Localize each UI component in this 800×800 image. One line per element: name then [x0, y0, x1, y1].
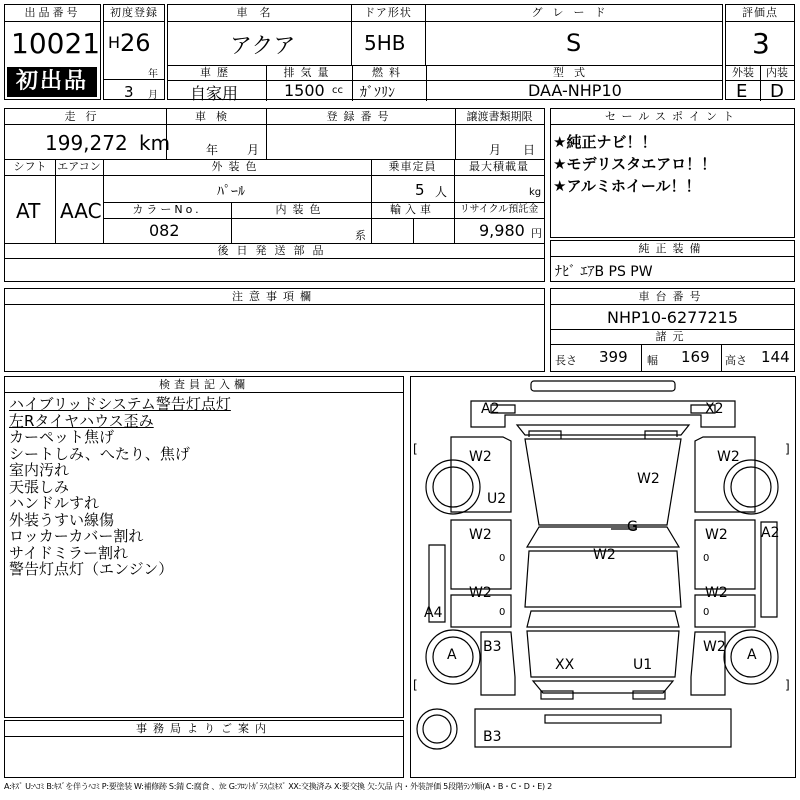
- mark-front-left-bumper: A2: [481, 401, 500, 417]
- mark-left-rocker: A4: [424, 605, 443, 621]
- inspector-label: 検査員記入欄: [159, 378, 249, 391]
- inspector-item: シートしみ、へたり、焦げ: [9, 444, 190, 463]
- mark-right-front-door-zero: 0: [703, 553, 710, 564]
- height: 144: [761, 348, 790, 366]
- notes-label: 注意事項欄: [232, 290, 317, 303]
- history: 自家用: [190, 84, 239, 103]
- first-registration-label: 初度登録: [110, 6, 158, 19]
- inspector-item: ロッカーカバー割れ: [9, 527, 144, 545]
- mark-trunk-right: U1: [633, 657, 653, 673]
- mark-right-front-door-mark: W2: [705, 527, 728, 543]
- inspector-item: 天張しみ: [9, 477, 70, 496]
- mark-right-front-door: A2: [761, 525, 780, 541]
- capacity-unit: 人: [435, 185, 448, 199]
- recycle: 9,980: [479, 221, 525, 240]
- transfer-day-char: 日: [523, 143, 536, 157]
- length-label: 長さ: [555, 354, 577, 367]
- vehicle-main-box: [167, 4, 723, 103]
- mark-right-rear-door: W2: [705, 585, 728, 601]
- door-label: ドア形状: [364, 6, 412, 19]
- car-name: アクア: [230, 34, 296, 59]
- displacement-unit: cc: [332, 85, 343, 96]
- car-name-label: 車名: [236, 6, 283, 19]
- mark-front-right-bumper: X2: [705, 401, 724, 417]
- exterior-label: 外装: [732, 66, 754, 79]
- interior-score: D: [770, 81, 784, 102]
- sales-points-label: セールスポイント: [604, 110, 740, 123]
- fuel: ｶﾞｿﾘﾝ: [360, 85, 395, 101]
- inspection-label: 車検: [195, 110, 237, 123]
- inspector-item: 室内汚れ: [9, 461, 70, 479]
- transfer-month-unit: 月: [489, 143, 502, 157]
- displacement: 1500: [284, 81, 325, 100]
- interior-label: 内装: [766, 66, 788, 79]
- equipment-label: 純正装備: [638, 242, 707, 255]
- inspector-box: [4, 376, 404, 718]
- width: 169: [681, 348, 710, 366]
- import-label: 輸入車: [390, 203, 435, 216]
- ac: AAC: [60, 199, 102, 223]
- mark-right-rear-door-zero: 0: [703, 607, 710, 618]
- inspector-item: 外装うすい線傷: [9, 510, 115, 529]
- capacity: 5: [415, 181, 425, 199]
- mark-right-front-fender: W2: [717, 449, 740, 465]
- office-label: 事務局よりご案内: [136, 722, 272, 735]
- month-unit: 月: [148, 90, 158, 101]
- inspector-item: サイドミラー割れ: [9, 543, 128, 562]
- door-type: 5HB: [364, 31, 406, 55]
- mark-right-rear-fender: W2: [703, 639, 726, 655]
- displacement-label: 排気量: [283, 66, 335, 79]
- month: 3: [124, 83, 134, 101]
- color-no-label: カラーNo.: [132, 203, 202, 216]
- capacity-label: 乗車定員: [388, 160, 437, 173]
- mileage-label: 走行: [64, 110, 107, 123]
- int-color-label: 内装色: [275, 203, 327, 216]
- reg-no-label: 登録番号: [326, 110, 395, 123]
- inspector-item: ハンドルすれ: [9, 494, 100, 512]
- score: 3: [752, 27, 770, 60]
- mark-left-front-door-upper: U2: [487, 491, 507, 507]
- shift-label: シフト: [13, 160, 47, 173]
- lot-number-box: [4, 4, 101, 100]
- office-box: [4, 720, 404, 778]
- sales-point-2: ★モデリスタエアロ！！: [553, 155, 717, 173]
- inspection-month-unit: 月: [247, 143, 260, 157]
- model-label: 型式: [553, 66, 595, 79]
- sales-point-1: ★純正ナビ！！: [553, 133, 657, 151]
- inspector-item: カーペット焦げ: [9, 428, 115, 446]
- svg-text:]: ]: [785, 678, 790, 692]
- chassis-box: [550, 288, 795, 372]
- era: H: [108, 33, 121, 52]
- color-no: 082: [149, 221, 180, 240]
- mark-rear-bumper: B3: [483, 729, 502, 745]
- mark-bonnet: W2: [637, 471, 660, 487]
- mileage-unit: km: [139, 131, 171, 155]
- details-box: [4, 108, 545, 282]
- equipment-box: [550, 240, 795, 282]
- length: 399: [599, 348, 628, 366]
- dims-label: 諸元: [655, 330, 690, 343]
- height-label: 高さ: [725, 354, 747, 367]
- first-registration-box: [103, 4, 165, 100]
- svg-text:[: [: [413, 678, 418, 692]
- history-label: 車歴: [200, 66, 234, 79]
- sales-point-3: ★アルミホイール！！: [553, 177, 701, 195]
- mark-left-front-fender: W2: [469, 449, 492, 465]
- mark-windshield: G: [627, 519, 638, 535]
- shift: AT: [16, 199, 41, 223]
- first-listing-badge: 初出品: [7, 67, 97, 97]
- score-box: [725, 4, 795, 100]
- mark-left-front-door: W2: [469, 527, 492, 543]
- chassis-label: 車台番号: [638, 290, 707, 303]
- car-outline: [411, 377, 795, 777]
- car-diagram: [410, 376, 796, 778]
- year-unit: 年: [148, 69, 158, 80]
- lot-number: 10021: [11, 27, 101, 60]
- mark-left-rear-door: W2: [469, 585, 492, 601]
- lot-number-label: 出品番号: [24, 6, 81, 19]
- svg-text:]: ]: [785, 442, 790, 456]
- int-color-unit: 系: [355, 229, 366, 242]
- svg-text:[: [: [413, 442, 418, 456]
- sales-points-box: [550, 108, 795, 238]
- model: DAA-NHP10: [528, 81, 622, 100]
- mileage: 199,272: [45, 131, 128, 155]
- chassis-number: NHP10-6277215: [607, 308, 739, 327]
- inspector-item: 警告灯点灯（エンジン）: [9, 560, 174, 578]
- mark-left-rear-wheel: A: [447, 647, 457, 663]
- year: 26: [120, 29, 151, 57]
- mark-left-rear-door-zero: 0: [499, 607, 506, 618]
- score-label: 評価点: [742, 6, 778, 19]
- mark-roof: W2: [593, 547, 616, 563]
- mark-trunk-left: XX: [555, 657, 575, 673]
- recycle-label: リサイクル預託金: [459, 204, 539, 215]
- inspector-item: ハイブリッドシステム警告灯点灯: [9, 395, 231, 413]
- load-label: 最大積載量: [469, 160, 529, 173]
- ac-label: エアコン: [57, 160, 101, 173]
- equipment-value: ﾅﾋﾞ ｴｱB PS PW: [555, 264, 653, 280]
- transfer-label: 譲渡書類期限: [466, 110, 533, 123]
- mark-left-front-door-zero: 0: [499, 553, 506, 564]
- inspection-year-unit: 年: [206, 143, 219, 157]
- recycle-unit: 円: [531, 227, 542, 240]
- mark-right-rear-wheel: A: [747, 647, 757, 663]
- legend: A:ｷｽﾞ U:ﾍｺﾐ B:ｷｽﾞを伴うﾍｺﾐ P:要塗装 W:補修跡 S:錆 C:腐食 、ｶﾋ G:ﾌﾛﾝﾄｶﾞﾗｽ点ｷｽﾞ XX:交換済み X:要交換 欠:欠品 内・外装評価 5段階ﾗﾝｸ順(A・B・C・D・E) 2: [4, 782, 552, 791]
- exterior-score: E: [736, 81, 748, 102]
- width-label: 幅: [647, 354, 658, 367]
- notes-box: [4, 288, 545, 372]
- ext-color-label: 外装色: [211, 160, 263, 173]
- ext-color: ﾊﾟｰﾙ: [217, 184, 245, 200]
- fuel-label: 燃料: [372, 66, 406, 79]
- grade: S: [566, 29, 582, 57]
- load-unit: kg: [529, 187, 542, 198]
- later-parts-label: 後日発送部品: [217, 244, 332, 257]
- grade-label: グレード: [531, 6, 616, 19]
- mark-left-rear-fender: B3: [483, 639, 502, 655]
- inspector-item: 左Rタイヤハウス歪み: [9, 411, 154, 430]
